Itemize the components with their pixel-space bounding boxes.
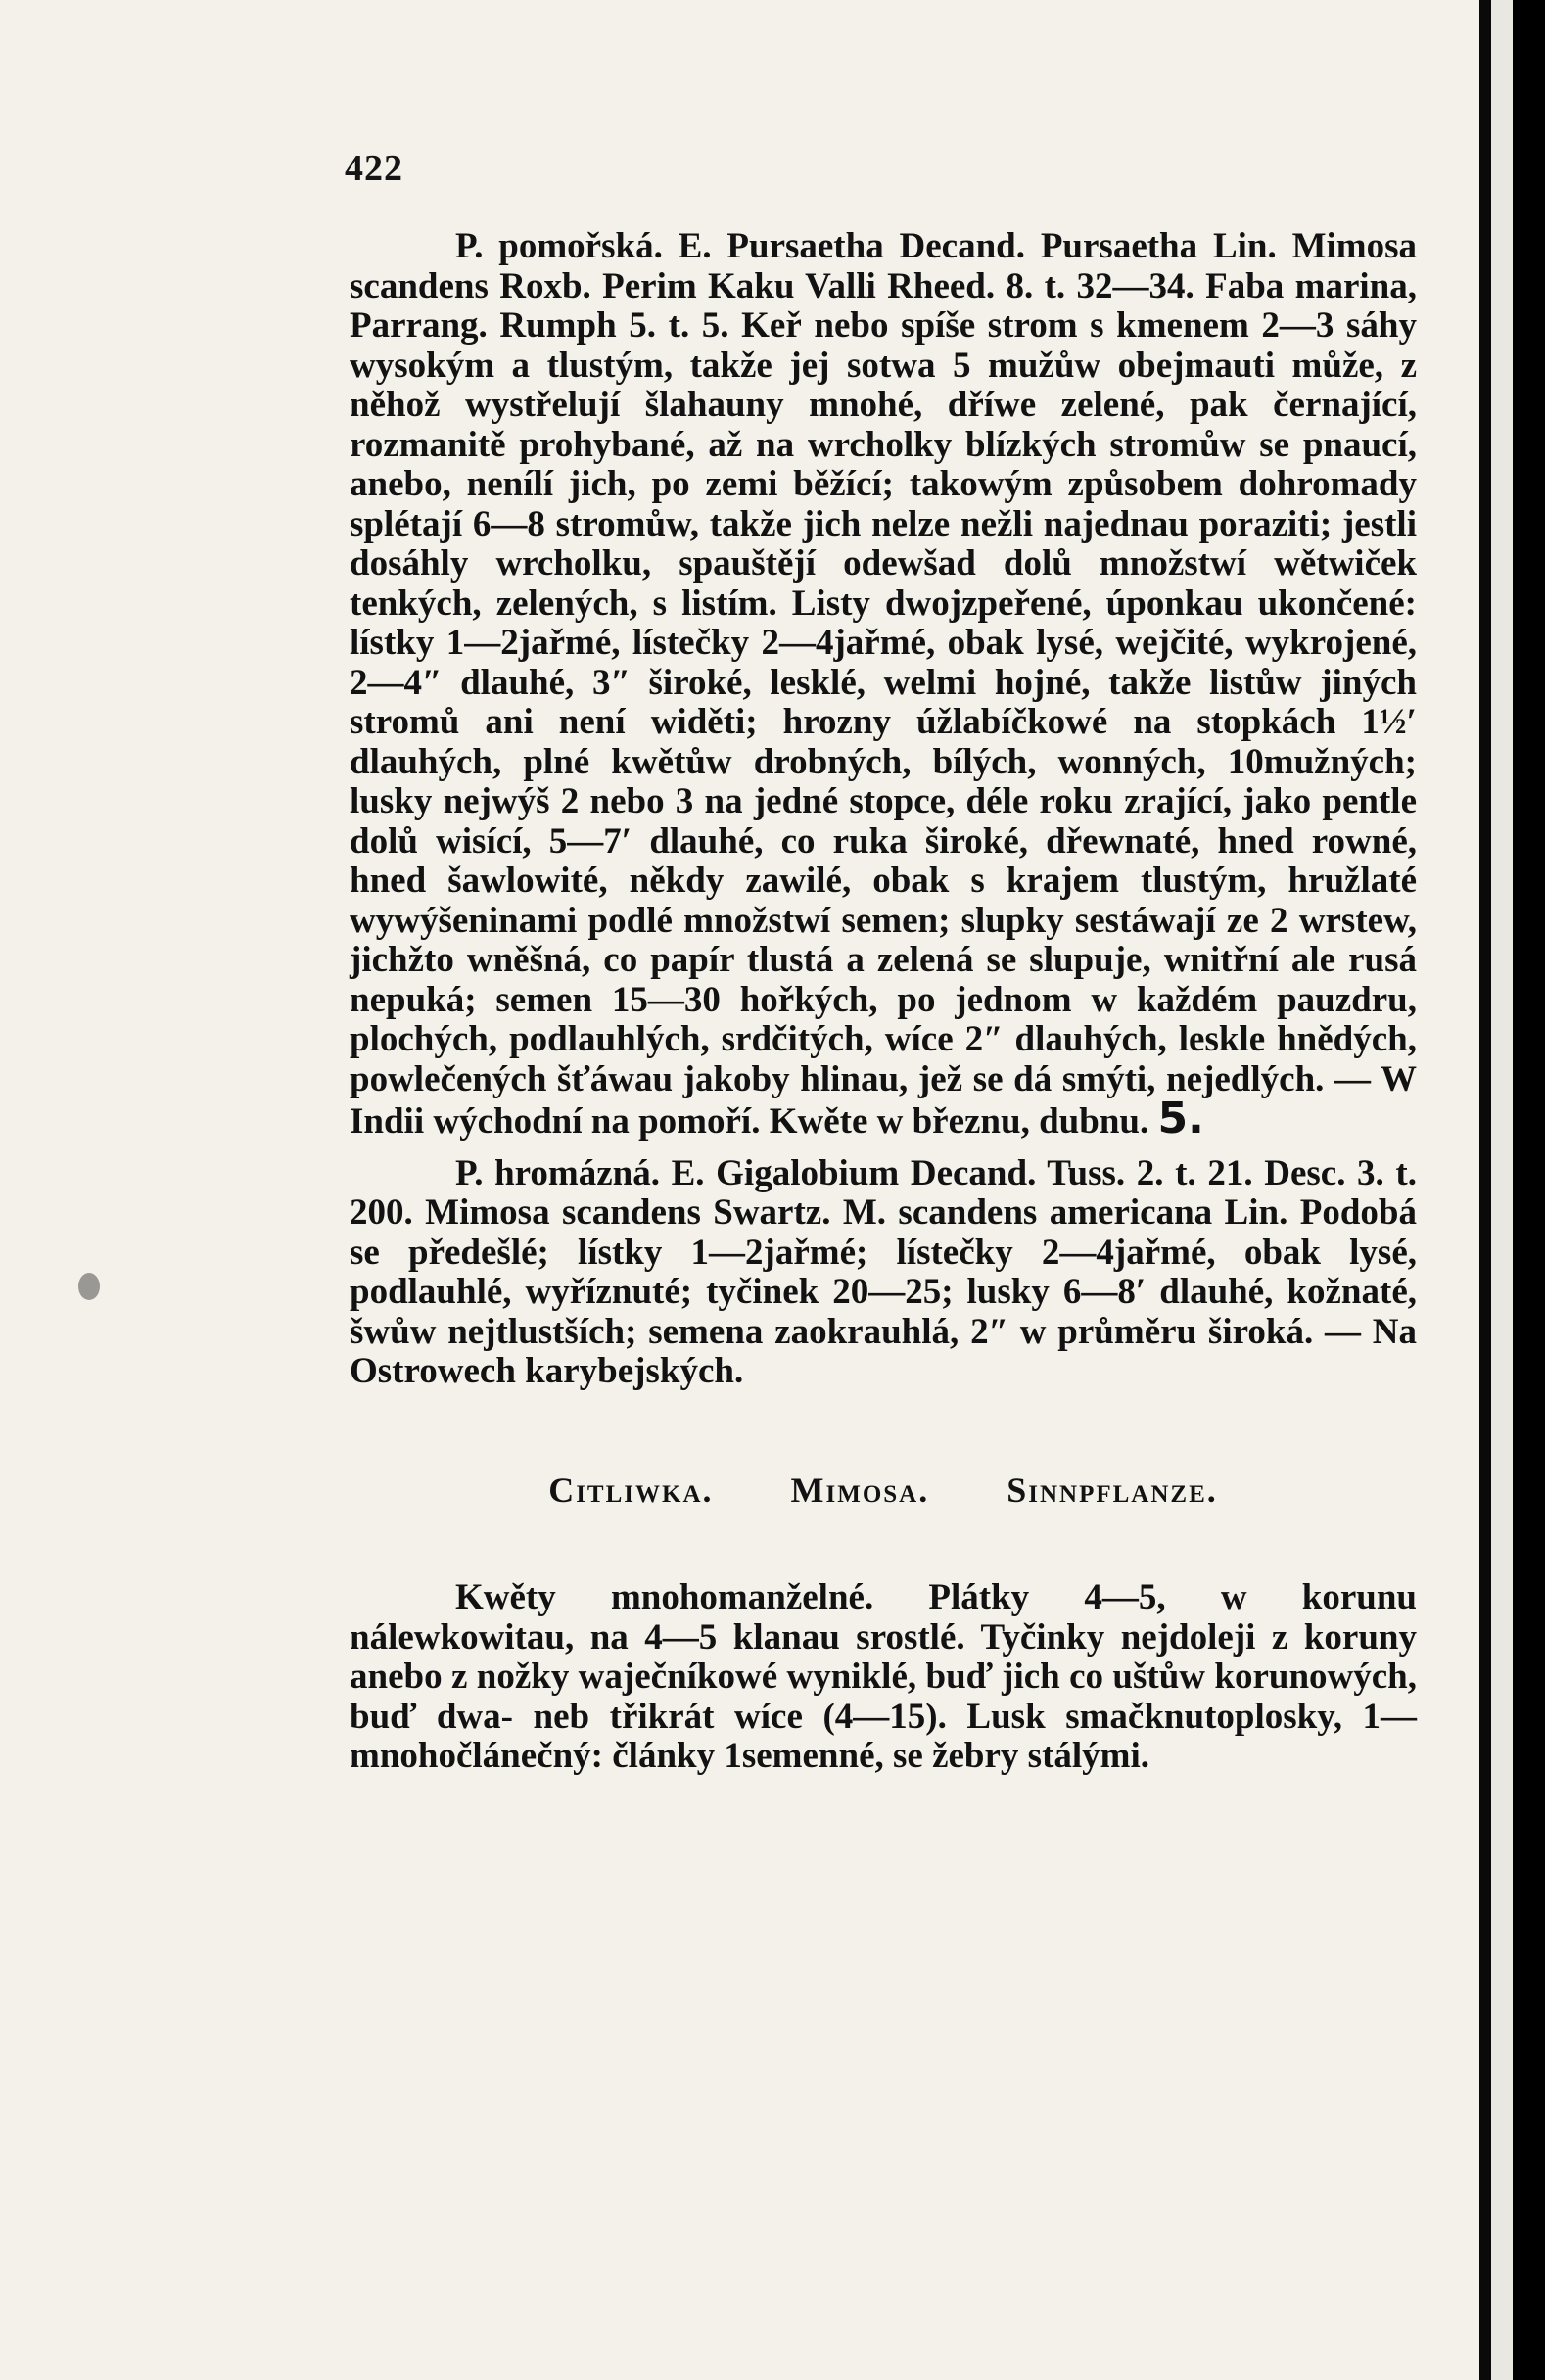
margin-spot [78,1273,100,1300]
species-entry-pursaetha [350,227,1417,1143]
species-number-mark: 5. [1157,1094,1204,1143]
genus-heading-german: Sinnpflanze. [1007,1470,1218,1510]
genus-heading [350,1470,1417,1511]
page-body [350,227,1417,1777]
page-edge-strip [1491,0,1513,2380]
genus-heading-czech: Citliwka. [548,1470,714,1510]
species-entry-pursaetha-text: P. pomořská. E. Pursaetha Decand. Pursaetha Lin. Mimosa scandens Roxb. Perim Kaku Valli Rheed. 8. t. 32—34. Faba marina, Parrang. Rumph 5. t. 5. Keř nebo spíše strom s kmenem 2—3 sáhy wysokým a tlustým, takže jej sotwa 5 mužůw obejmauti může, z něhož wystřelují šlahauny mnohé, dříwe zelené, pak černající, rozmanitě prohybané, až na wrcholky blízkých stromůw se pnaucí, anebo, nenílí jich, po zemi běžící; takowým způsobem dohromady splétají 6—8 stromůw, takže jich nelze nežli najednau poraziti; jestli dosáhly wrcholku, spauštějí odewšad dolů množstwí wětwiček tenkých, zelených, s listím. Listy dwojzpeřené, úponkau ukončené: lístky 1—2jařmé, lístečky 2—4jařmé, obak lysé, wejčité, wykrojené, 2—4″ dlauhé, 3″ široké, lesklé, welmi hojné, takže listůw jiných stromů ani není widěti; hrozny úžlabíčkowé na stopkách 1½′ dlauhých, plné kwětůw drobných, bílých, wonných, 10mužných; lusky nejwýš 2 nebo 3 na jedné stopce, déle roku zrající, jako pentle dolů wisící, 5—7′ dlauhé, co ruka široké, dřewnaté, hned rowné, hned šawlowité, někdy zawilé, obak s krajem tlustým, hružlaté wywýšeninami podlé množstwí semen; slupky sestáwají ze 2 wrstew, jichžto wněšná, co papír tlustá a zelená se slupuje, wnitřní ale rusá nepuká; semen 15—30 hořkých, po jednom w každém pauzdru, plochých, podlauhlých, srdčitých, wíce 2″ dlauhých, leskle hnědých, powlečených šťáwau jakoby hlinau, jež se dá smýti, nejedlých. — W Indii wýchodní na pomoří. Kwěte w březnu, dubnu. [350,226,1417,1142]
genus-heading-latin: Mimosa. [790,1470,930,1510]
genus-description: Kwěty mnohomanželné. Plátky 4—5, w korunu nálewkowitau, na 4—5 klanau srostlé. Tyčinky nejdoleji z koruny anebo z nožky waječníkowé wyniklé, buď jich co uštůw korunowých, buď dwa- neb třikrát wíce (4—15). Lusk smačknutoplosky, 1—mnohočlánečný: články 1semenné, se žebry stálými. [350,1577,1417,1776]
page-number: 422 [345,148,403,189]
species-entry-gigalobium: P. hromázná. E. Gigalobium Decand. Tuss. 2. t. 21. Desc. 3. t. 200. Mimosa scandens Swartz. M. scandens americana Lin. Podobá se předešlé; lístky 1—2jařmé; lístečky 2—4jařmé, obak lysé, podlauhlé, wyříznuté; tyčinek 20—25; lusky 6—8′ dlauhé, kožnaté, šwůw nejtlustších; semena zaokrauhlá, 2″ w průměru široká. — Na Ostrowech karybejských. [350,1152,1417,1391]
binding-edge [1479,0,1491,2380]
